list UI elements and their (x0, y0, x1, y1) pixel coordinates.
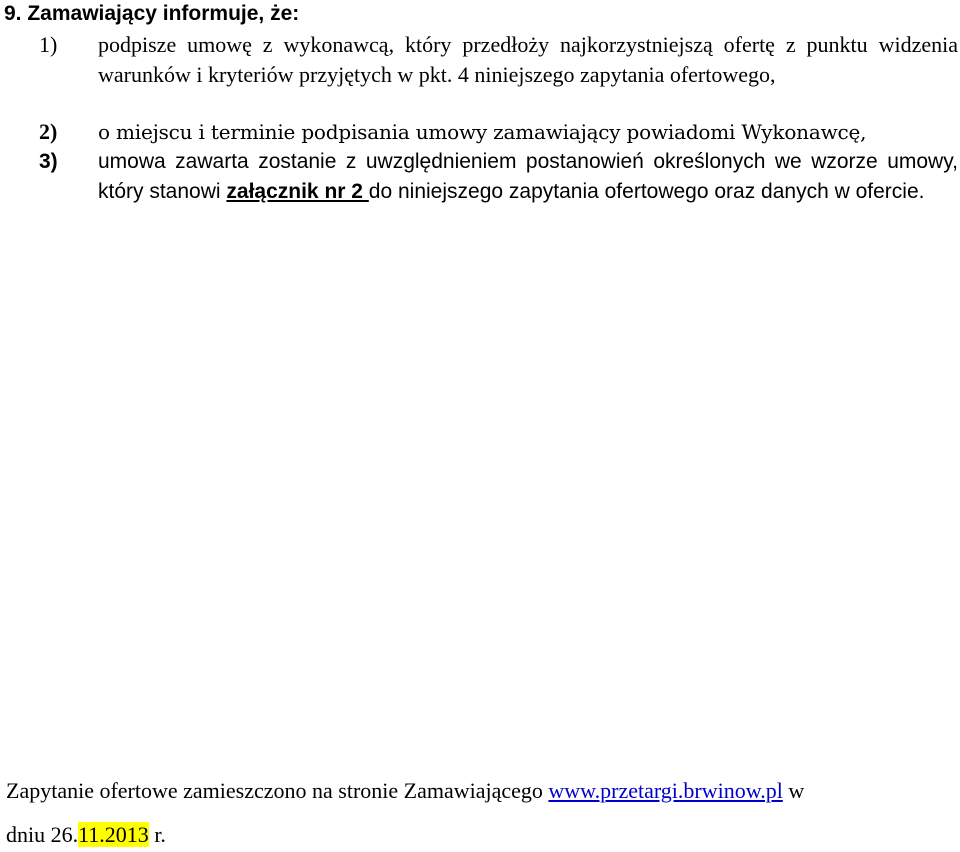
list-item-text: o miejscu i terminie podpisania umowy zamawiający powiadomi Wykonawcę, (98, 120, 867, 144)
list-item-text (98, 147, 958, 207)
publication-note (6, 777, 956, 805)
date-highlighted: 11.2013 (78, 822, 149, 847)
list-item-text-after: do niniejszego zapytania ofertowego oraz danych w ofercie. (368, 180, 925, 203)
list-item-number: 2) (39, 119, 58, 144)
date-suffix: r. (148, 822, 166, 847)
date-prefix: dniu 26. (6, 822, 79, 847)
website-link[interactable]: www.przetargi.brwinow.pl (548, 778, 783, 803)
attachment-reference: załącznik nr 2 (226, 180, 369, 203)
section-heading: 9. Zamawiający informuje, że: (4, 2, 300, 25)
publication-date (6, 821, 956, 849)
list-item-text: podpisze umowę z wykonawcą, który przedłoży najkorzystniejszą ofertę z punktu widzenia warunków i kryteriów przyjętych w pkt. 4 niniejszego zapytania ofertowego, (98, 32, 958, 87)
publication-note-text: Zapytanie ofertowe zamieszczono na stronie Zamawiającego (6, 778, 549, 803)
list-item-number: 3) (39, 150, 58, 173)
list-item-number: 1) (39, 32, 58, 57)
list-item-text-before: umowa zawarta zostanie z uwzględnieniem postanowień określonych we wzorze umowy, który stanowi (98, 150, 958, 203)
publication-note-suffix: w (782, 778, 805, 803)
